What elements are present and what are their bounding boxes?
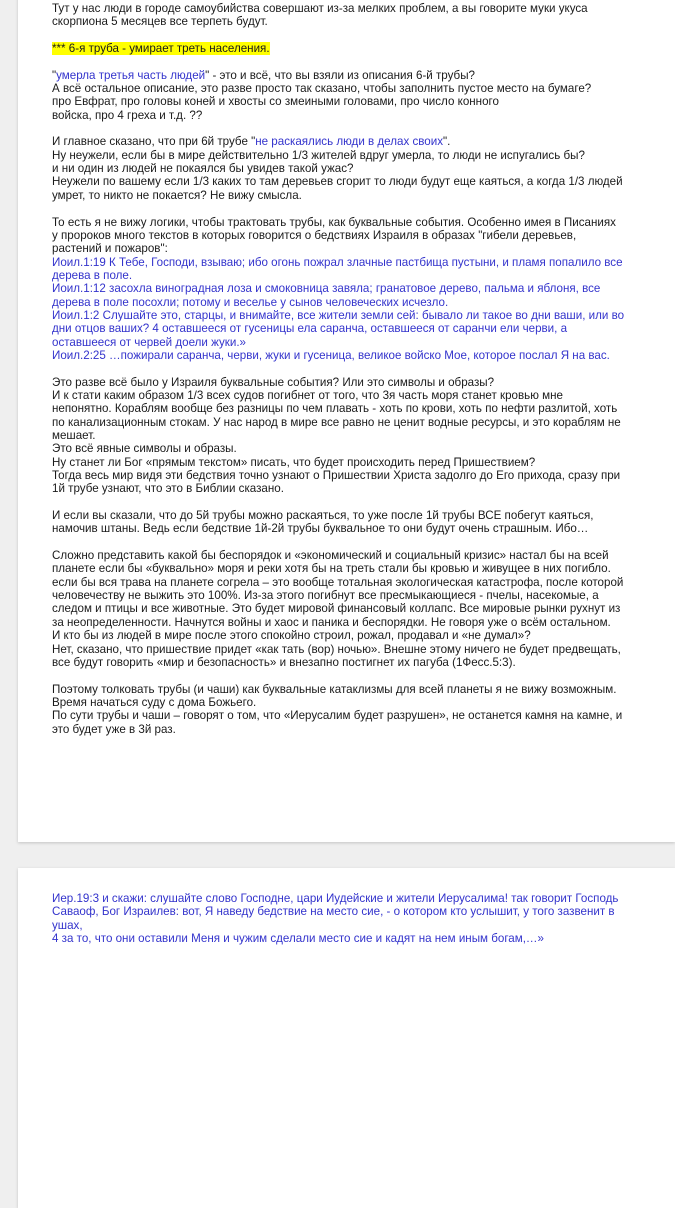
paragraph-intro <box>52 2 675 29</box>
scripture-quotes-joel <box>52 256 675 363</box>
text-line: за неопределенности. Начнутся войны и хаос и паника и беспорядки. Не говоря уже о всём остальном. <box>52 615 611 629</box>
scripture-line: Саваоф, Бог Израилев: вот, Я наведу бедствие на место сие, - о котором кто услышит, у того зазвенит в <box>52 905 615 919</box>
scripture-line: дни отцов ваших? 4 оставшееся от гусеницы ела саранча, оставшееся от саранчи ели черви, а <box>52 322 568 336</box>
text-line: И к стати каким образом 1/3 всех судов погибнет от того, что 3я часть моря станет кровью мне <box>52 388 563 402</box>
section-heading <box>52 42 675 55</box>
text-line: намочив штаны. Ведь если бедствие 1й-2й трубы буквальное то они будут очень страшным. Ибо… <box>52 522 589 536</box>
page-1-text <box>52 2 675 736</box>
text-line: и ни один из людей не покаялся бы увидев такой ужас? <box>52 162 354 176</box>
text-line: Нет, сказано, что пришествие придет «как тать (вор) ночью». Внешне этому ничего не будет предвещать, <box>52 642 621 656</box>
text-line: непонятно. Кораблям вообще без разницы по чем плавать - хоть по крови, хоть по нефти разлитой, хоть <box>52 402 618 416</box>
text-line: по канализационным стокам. У нас народ в мире все равно не ценит водные ресурсы, и это кораблям не <box>52 415 621 429</box>
paragraph-crisis <box>52 549 675 669</box>
text-line: Тут у нас люди в городе самоубийства совершают из-за мелких проблем, а вы говорите муки укуса <box>52 2 588 15</box>
document-page-1 <box>18 0 675 842</box>
paragraph-repentance <box>52 135 675 202</box>
text-line: Тогда весь мир видя эти бедствия точно узнают о Пришествии Христа задолго до Его прихода, сразу при <box>52 469 621 483</box>
text-line: мешает. <box>52 429 96 442</box>
scripture-line: дерева в поле. <box>52 268 133 282</box>
text-line: растений и пожаров": <box>52 242 168 256</box>
text-line: войска, про 4 греха и т.д. ?? <box>52 108 203 122</box>
text-line: "умерла третья часть людей" - это и всё, что вы взяли из описания 6-й трубы? <box>52 68 475 82</box>
text-line: И если вы сказали, что до 5й трубы можно раскаяться, то уже после 1й трубы ВСЕ побегут каяться, <box>52 509 594 523</box>
scripture-line: оставшееся от червей доели жуки.» <box>52 335 246 349</box>
text-line: Неужели по вашему если 1/3 каких то там деревьев сгорит то люди будут еще каяться, а когда 1/3 людей <box>52 175 623 189</box>
paragraph-conclusion <box>52 683 675 736</box>
text-line: 1й трубе узнают, что это в Библии сказано. <box>52 482 284 496</box>
text-line: Ну неужели, если бы в мире действительно 1/3 жителей вдруг умерла, то люди не испугались бы? <box>52 148 585 162</box>
text-line: Время начаться суду с дома Божьего. <box>52 695 257 709</box>
text-line: у пророков много текстов в которых говорится о бедствиях Израиля в образах "гибели деревьев, <box>52 228 577 242</box>
text-line: То есть я не вижу логики, чтобы трактовать трубы, как буквальные события. Особенно имея в Писаниях <box>52 215 616 229</box>
text-line: следом и птицы и все животные. Это будет мировой финансовый коллапс. Все мировые рынки рухнут из <box>52 602 621 616</box>
text-line: это будет уже в 3й раз. <box>52 722 176 736</box>
scripture-line: ушах, <box>52 918 83 932</box>
text-line: человечеству не выжить это 100%. Из-за этого погибнут все пресмыкающиеся - пчелы, насекомые, а <box>52 589 599 603</box>
text-line: скорпиона 5 месяцев все терпеть будут. <box>52 15 268 29</box>
text-line: И главное сказано, что при 6й трубе "не раскаялись люди в делах своих". <box>52 135 451 149</box>
paragraph-sixth-trumpet <box>52 69 675 122</box>
scripture-line: дерева в поле посохли; потому и веселье у сынов человеческих исчезло. <box>52 295 449 309</box>
paragraph-symbols <box>52 376 675 496</box>
text-line: про Евфрат, про головы коней и хвосты со змеиными головами, про число конного <box>52 95 499 109</box>
text-line: если бы вся трава на планете согрела – это вообще тотальная экологическая катастрофа, после которой <box>52 575 624 589</box>
text-line: Поэтому толковать трубы (и чаши) как буквальные катаклизмы для всей планеты я не вижу возможным. <box>52 682 617 696</box>
text-line: Ну станет ли Бог «прямым текстом» писать, что будет происходить перед Пришествием? <box>52 455 536 469</box>
text-line: Сложно представить какой бы беспорядок и «экономический и социальный кризис» настал бы на всей <box>52 549 609 563</box>
quote-inline: умерла третья часть людей <box>56 68 206 82</box>
scripture-line: Иоил.2:25 …пожирали саранча, черви, жуки и гусеница, великое войско Мое, которое послал Я на вас. <box>52 348 610 362</box>
scripture-line: Иоил.1:19 К Тебе, Господи, взываю; ибо огонь пожрал злачные пастбища пустыни, и пламя попалило все <box>52 255 623 269</box>
document-page-2 <box>18 868 675 1208</box>
text-line: планете если бы «буквально» моря и реки хотя бы на треть стали бы кровью и живущее в них погибло. <box>52 562 611 576</box>
scripture-line: Иоил.1:12 засохла виноградная лоза и смоковница завяла; гранатовое дерево, пальма и яблоня, все <box>52 282 601 296</box>
highlighted-heading: *** 6-я труба - умирает треть населения. <box>52 42 270 56</box>
scripture-line: 4 за то, что они оставили Меня и чужим сделали место сие и кадят на нем иным богам,…» <box>52 932 544 946</box>
text-line: умрет, то никто не покается? Не вижу смысла. <box>52 188 302 202</box>
paragraph-fifth-trumpet <box>52 509 675 536</box>
paragraph-logic <box>52 216 675 256</box>
text-line: А всё остальное описание, это разве просто так сказано, чтобы заполнить пустое место на бумаге? <box>52 82 592 96</box>
text-line: Это всё явные символы и образы. <box>52 442 237 456</box>
scripture-line: Иер.19:3 и скажи: слушайте слово Господне, цари Иудейские и жители Иерусалима! так говорит Господь <box>52 892 619 905</box>
text-line: Это разве всё было у Израиля буквальные события? Или это символы и образы? <box>52 375 495 389</box>
scripture-quotes-jeremiah <box>52 892 675 945</box>
text-line: По сути трубы и чаши – говорят о том, что «Иерусалим будет разрушен», не останется камня на камне, и <box>52 709 623 723</box>
quote-inline: не раскаялись люди в делах своих <box>255 135 444 149</box>
text-line: все будут говорить «мир и безопасность» и внезапно постигнет их пагуба (1Фесс.5:3). <box>52 655 516 669</box>
scripture-line: Иоил.1:2 Слушайте это, старцы, и внимайте, все жители земли сей: бывало ли такое во дни ваши, или во <box>52 308 625 322</box>
text-line: И кто бы из людей в мире после этого спокойно строил, рожал, продавал и «не думал»? <box>52 629 531 643</box>
